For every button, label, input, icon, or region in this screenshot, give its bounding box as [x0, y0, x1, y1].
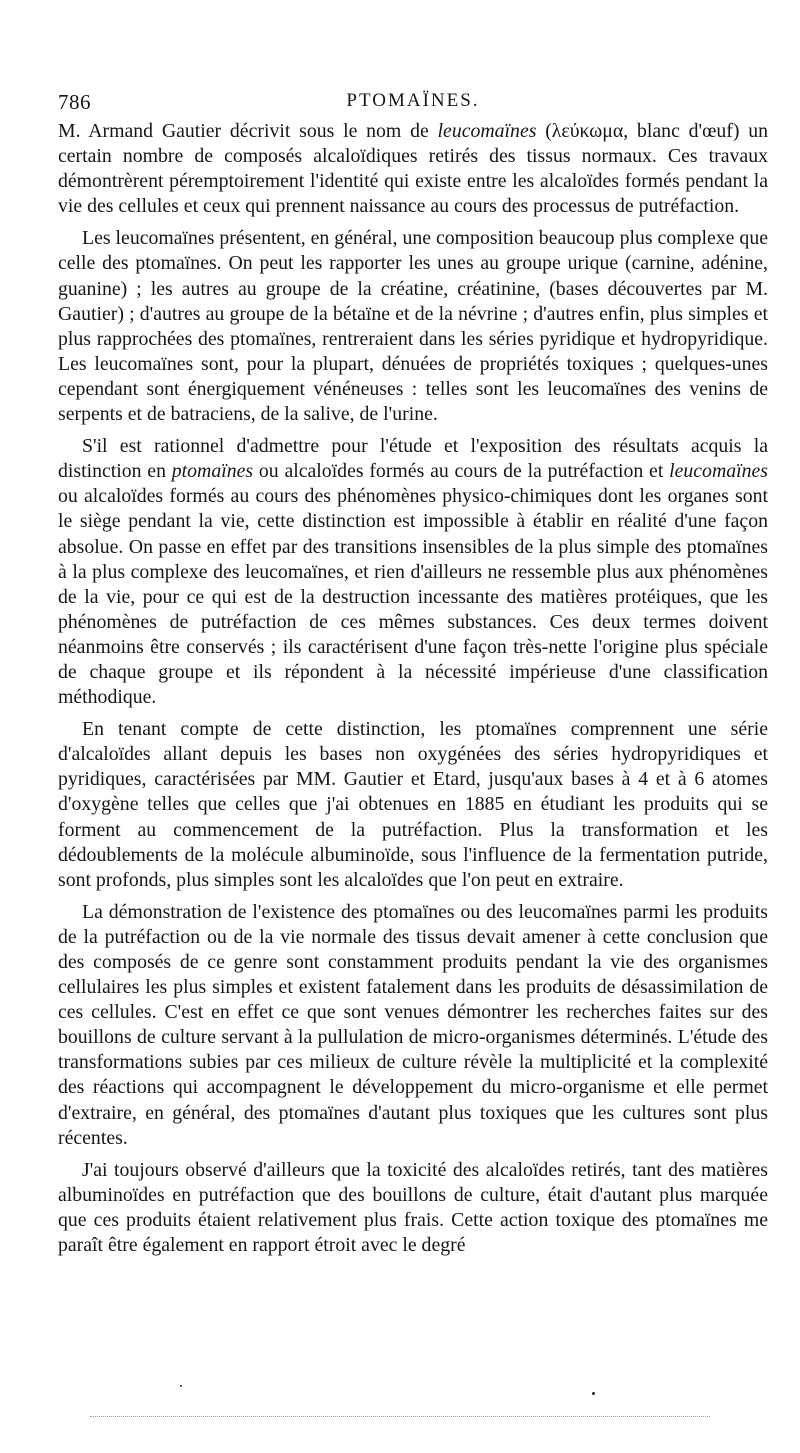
- paragraph: [58, 900, 768, 1151]
- text-run: En tenant compte de cette distinction, les ptomaïnes comprennent une série d'alcaloïdes allant depuis les bases non oxygénées des séries hydropyridiques et pyridiques, caractérisées par MM. Gautier et Etard, jusqu'aux bases à 4 et à 6 atomes d'oxygène telles que celles que j'ai obtenues en 1885 en étudiant les produits qui se forment au commencement de la putréfaction. Plus la transformation et les dédoublements de la molécule albuminoïde, sous l'influence de la fermentation putride, sont profonds, plus simples sont les alcaloïdes que l'on peut en extraire.: [58, 718, 768, 891]
- paragraph: [58, 1158, 768, 1258]
- italic-term: leucomaïnes: [669, 460, 768, 483]
- ink-speck: [180, 1385, 182, 1387]
- paragraph: [58, 434, 768, 710]
- body-text: [58, 119, 768, 1265]
- paragraph: [58, 119, 768, 219]
- italic-term: leucomaïnes: [437, 120, 537, 142]
- page-number: 786: [58, 90, 91, 114]
- text-run: La démonstration de l'existence des ptomaïnes ou des leucomaïnes parmi les produits de la putréfaction ou de la vie normale des tissus devait amener à cette conclusion que des composés de ce genre sont constamment produits pendant la vie des organismes cellulaires les plus simples et existent fatalement dans les produits de désassimilation de ces cellules. C'est en effet ce que sont venues démontrer les recherches faites sur des bouillons de culture servant à la pullulation de micro-organismes déterminés. L'étude des transformations subies par ces milieux de culture révèle la multiplicité et la complexité des réactions qui accompagnent le développement du micro-organisme et elle permet d'extraire, en général, des ptomaïnes d'autant plus toxiques que les cultures sont plus récentes.: [58, 900, 768, 1149]
- paragraph: [58, 226, 768, 427]
- italic-term: ptomaïnes: [171, 460, 254, 483]
- running-title: PTOMAÏNES.: [346, 90, 480, 111]
- text-run: (λεύκωμα, blanc d'œuf) un certain nombre de composés alcaloïdiques retirés des tissus normaux. Ces travaux démontrèrent péremptoirement l'identité qui existe entre les alcaloïdes formés pendant la vie des cellules et ceux qui prennent naissance au cours des processus de putréfaction.: [58, 120, 768, 218]
- text-run: ou alcaloïdes formés au cours des phénomènes physico-chimiques dont les organes sont le siège pendant la vie, cette distinction est impossible à établir en réalité d'une façon absolue. On passe en effet par des transitions insensibles de la plus simple des ptomaïnes à la plus complexe des leucomaïnes, et rien d'ailleurs ne ressemble plus aux phénomènes de la vie, pour ce qui est de la destruction incessante des matières protéiques, que les phénomènes de putréfaction de ces mêmes substances. Ces deux termes doivent néanmoins être conservés ; ils caractérisent d'une façon très-nette l'origine plus spéciale de chaque groupe et ils répondent à la nécessité impérieuse d'une classification méthodique.: [58, 485, 768, 709]
- ink-speck: [592, 1392, 595, 1395]
- text-run: S'il est rationnel d'admettre pour l'étude et l'exposition des résultats acquis la distinction en: [58, 435, 768, 483]
- page-bottom-rule: [90, 1416, 710, 1417]
- text-run: ou alcaloïdes formés au cours de la putréfaction et: [253, 460, 670, 483]
- text-run: J'ai toujours observé d'ailleurs que la toxicité des alcaloïdes retirés, tant des matières albuminoïdes en putréfaction que des bouillons de culture, était d'autant plus marquée que ces produits étaient relativement plus frais. Cette action toxique des ptomaïnes me paraît être également en rapport étroit avec le degré: [58, 1158, 768, 1257]
- text-run: Les leucomaïnes présentent, en général, une composition beaucoup plus complexe que celle des ptomaïnes. On peut les rapporter les unes au groupe urique (carnine, adénine, guanine) ; les autres au groupe de la créatine, créatinine, (bases découvertes par M. Gautier) ; d'autres au groupe de la bétaïne et de la névrine ; d'autres enfin, plus simples et plus rapprochées des ptomaïnes, rentreraient dans les séries pyridique et hydropyridique. Les leucomaïnes sont, pour la plupart, dénuées de propriétés toxiques ; quelques-unes cependant sont énergiquement vénéneuses : telles sont les leucomaïnes des venins de serpents et de batraciens, de la salive, de l'urine.: [58, 227, 768, 426]
- text-run: M. Armand Gautier décrivit sous le nom de: [58, 120, 438, 142]
- paragraph: [58, 717, 768, 893]
- page-header: [58, 90, 768, 120]
